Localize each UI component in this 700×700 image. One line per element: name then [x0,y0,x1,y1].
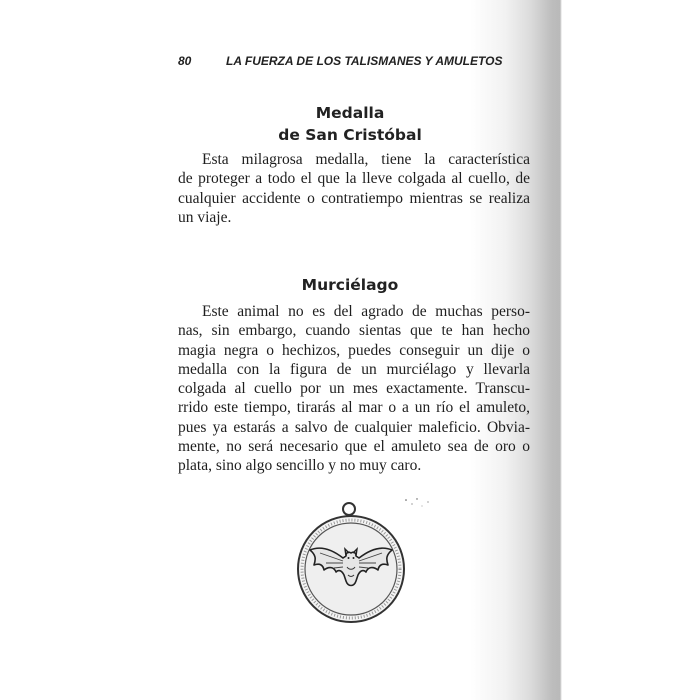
text-line: de proteger a todo el que la lleve colgada al cuello, de [178,170,530,188]
text-line: rrido este tiempo, tirarás al mar o a un río el amuleto, [178,399,530,417]
text-line: Este animal no es del agrado de muchas perso- [202,303,530,320]
text-line: cualquier accidente o contratiempo mientras se realiza [178,189,530,207]
print-specks [400,494,440,514]
heading-line: Medalla [315,104,385,122]
text-line: nas, sin embargo, cuando sientas que te han hecho [178,322,530,340]
paragraph-murcielago [178,302,530,476]
page-number: 80 [178,54,192,68]
text-line: magia negra o hechizos, puedes conseguir un dije o [178,341,530,359]
paragraph-san-cristobal [178,150,530,227]
bat-medal-icon [296,495,416,635]
text-line: Esta milagrosa medalla, tiene la característica [202,151,530,168]
section-heading-murcielago [250,274,450,296]
heading-line: de San Cristóbal [278,126,422,144]
heading-line: Murciélago [301,276,399,294]
text-line: medalla con la figura de un murciélago y llevarla [178,360,530,378]
running-title: LA FUERZA DE LOS TALISMANES Y AMULETOS [226,54,503,68]
text-line: pues ya estarás a salvo de cualquier maleficio. Obvia- [178,418,530,436]
text-line: un viaje. [178,208,232,226]
text-line: colgada al cuello por un mes exactamente. Transcu- [178,380,530,398]
text-line: plata, sino algo sencillo y no muy caro. [178,457,422,475]
text-line: mente, no será necesario que el amuleto sea de oro o [178,438,530,456]
running-head [178,54,518,68]
section-heading-medalla [250,102,450,146]
